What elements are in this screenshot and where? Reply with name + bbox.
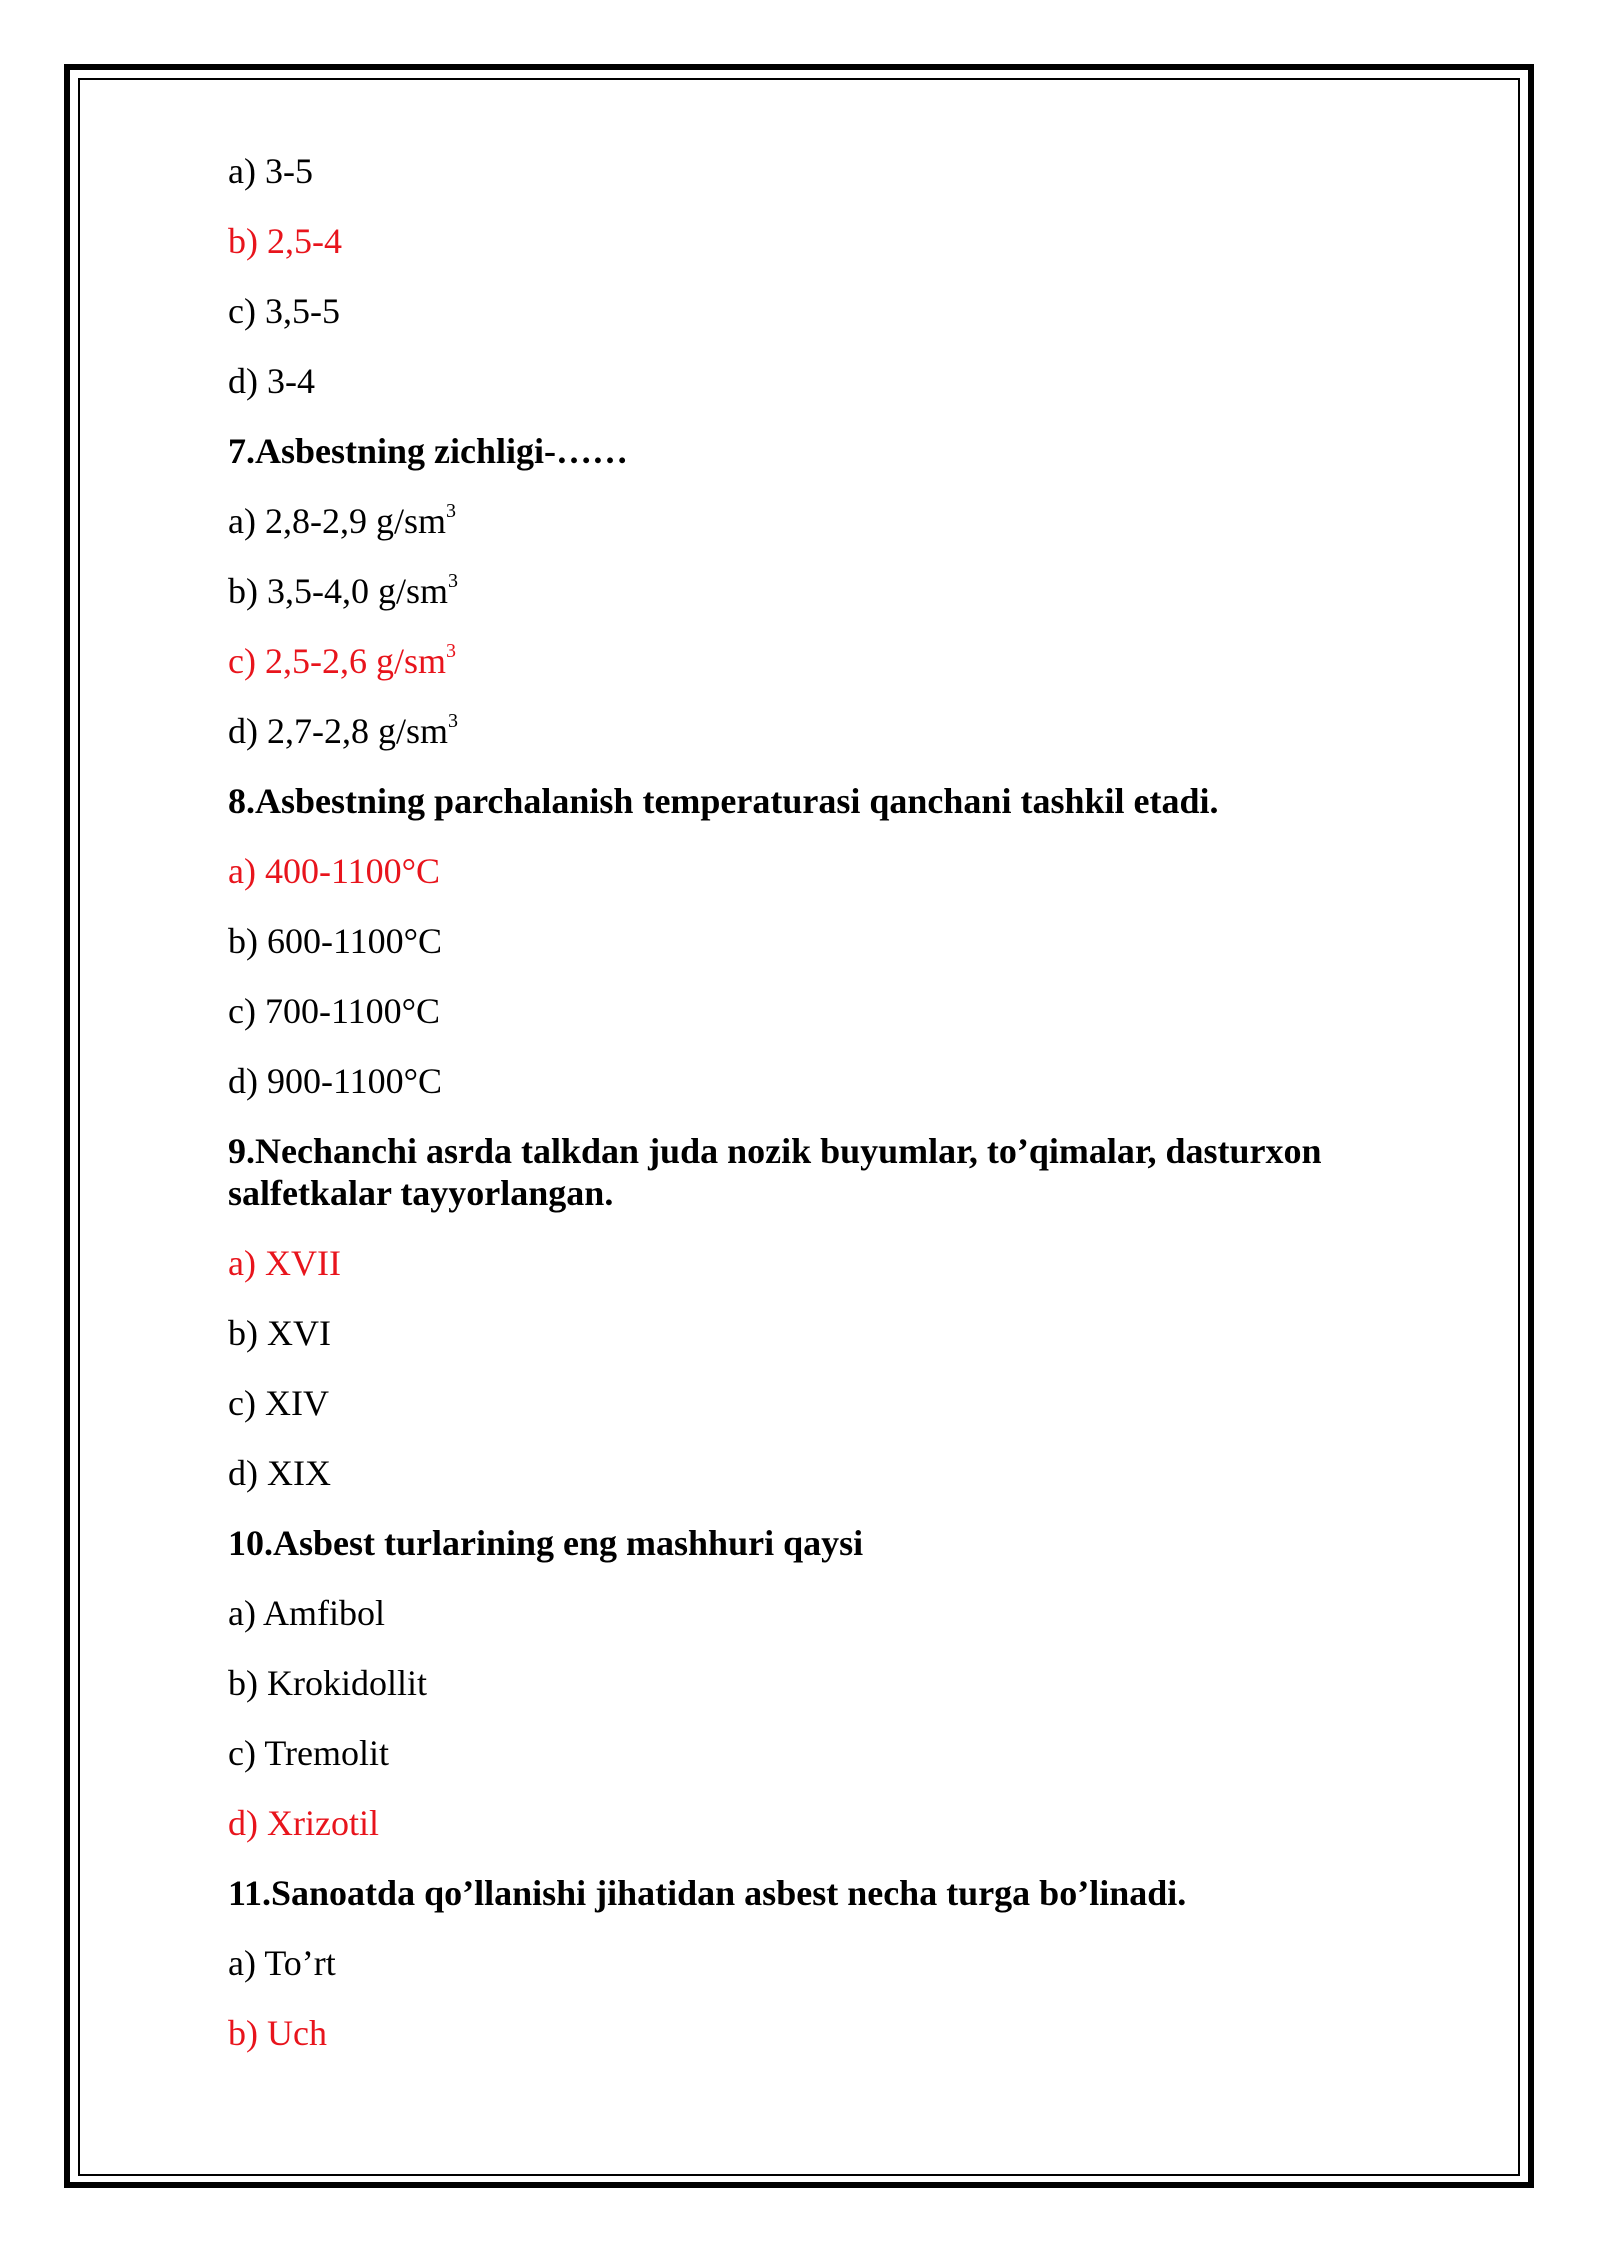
answer-option [228, 1452, 1398, 1494]
option-label: d) 3-4 [228, 361, 315, 401]
answer-option-correct [228, 220, 1398, 262]
option-label: c) 2,5-2,6 g/sm [228, 641, 446, 681]
option-label: d) Xrizotil [228, 1803, 379, 1843]
option-label: c) 700-1100°C [228, 991, 441, 1031]
answer-option-correct [228, 850, 1398, 892]
question-label: 8.Asbestning parchalanish temperaturasi qanchani tashkil etadi. [228, 781, 1219, 821]
option-label: b) Krokidollit [228, 1663, 427, 1703]
answer-option [228, 920, 1398, 962]
answer-option [228, 1060, 1398, 1102]
superscript: 3 [448, 570, 458, 592]
answer-option [228, 1662, 1398, 1704]
question-text [228, 1522, 1398, 1564]
question-label: 7.Asbestning zichligi-…… [228, 431, 629, 471]
answer-option [228, 570, 1398, 612]
superscript: 3 [448, 710, 458, 732]
answer-option [228, 360, 1398, 402]
answer-option [228, 500, 1398, 542]
option-label: a) 2,8-2,9 g/sm [228, 501, 446, 541]
option-label: c) Tremolit [228, 1733, 390, 1773]
answer-option-correct [228, 2012, 1398, 2054]
option-label: d) 900-1100°C [228, 1061, 443, 1101]
option-label: a) 400-1100°C [228, 851, 441, 891]
option-label: c) 3,5-5 [228, 291, 340, 331]
answer-option-correct [228, 1242, 1398, 1284]
answer-option [228, 290, 1398, 332]
option-label: a) 3-5 [228, 151, 313, 191]
answer-option-correct [228, 640, 1398, 682]
option-label: b) 600-1100°C [228, 921, 443, 961]
answer-option-correct [228, 1802, 1398, 1844]
answer-option [228, 1592, 1398, 1634]
option-label: a) Amfibol [228, 1593, 385, 1633]
option-label: a) To’rt [228, 1943, 336, 1983]
answer-option [228, 1942, 1398, 1984]
option-label: b) XVI [228, 1313, 331, 1353]
question-text [228, 1872, 1398, 1914]
option-label: c) XIV [228, 1383, 329, 1423]
question-label: 10.Asbest turlarining eng mashhuri qaysi [228, 1523, 864, 1563]
superscript: 3 [445, 500, 456, 522]
option-label: b) 2,5-4 [228, 221, 342, 261]
option-label: b) 3,5-4,0 g/sm [228, 571, 448, 611]
answer-option [228, 1732, 1398, 1774]
option-label: b) Uch [228, 2013, 327, 2053]
question-text [228, 1130, 1398, 1214]
answer-option [228, 1382, 1398, 1424]
answer-option [228, 990, 1398, 1032]
answer-option [228, 710, 1398, 752]
option-label: d) XIX [228, 1453, 331, 1493]
question-label: 11.Sanoatda qo’llanishi jihatidan asbest necha turga bo’linadi. [228, 1873, 1187, 1913]
option-label: a) XVII [228, 1243, 341, 1283]
quiz-content [228, 150, 1398, 2082]
question-label: 9.Nechanchi asrda talkdan juda nozik buyumlar, to’qimalar, dasturxon salfetkalar tayyorlangan. [228, 1131, 1322, 1213]
question-text [228, 430, 1398, 472]
question-text [228, 780, 1398, 822]
superscript: 3 [445, 640, 456, 662]
answer-option [228, 1312, 1398, 1354]
option-label: d) 2,7-2,8 g/sm [228, 711, 448, 751]
answer-option [228, 150, 1398, 192]
